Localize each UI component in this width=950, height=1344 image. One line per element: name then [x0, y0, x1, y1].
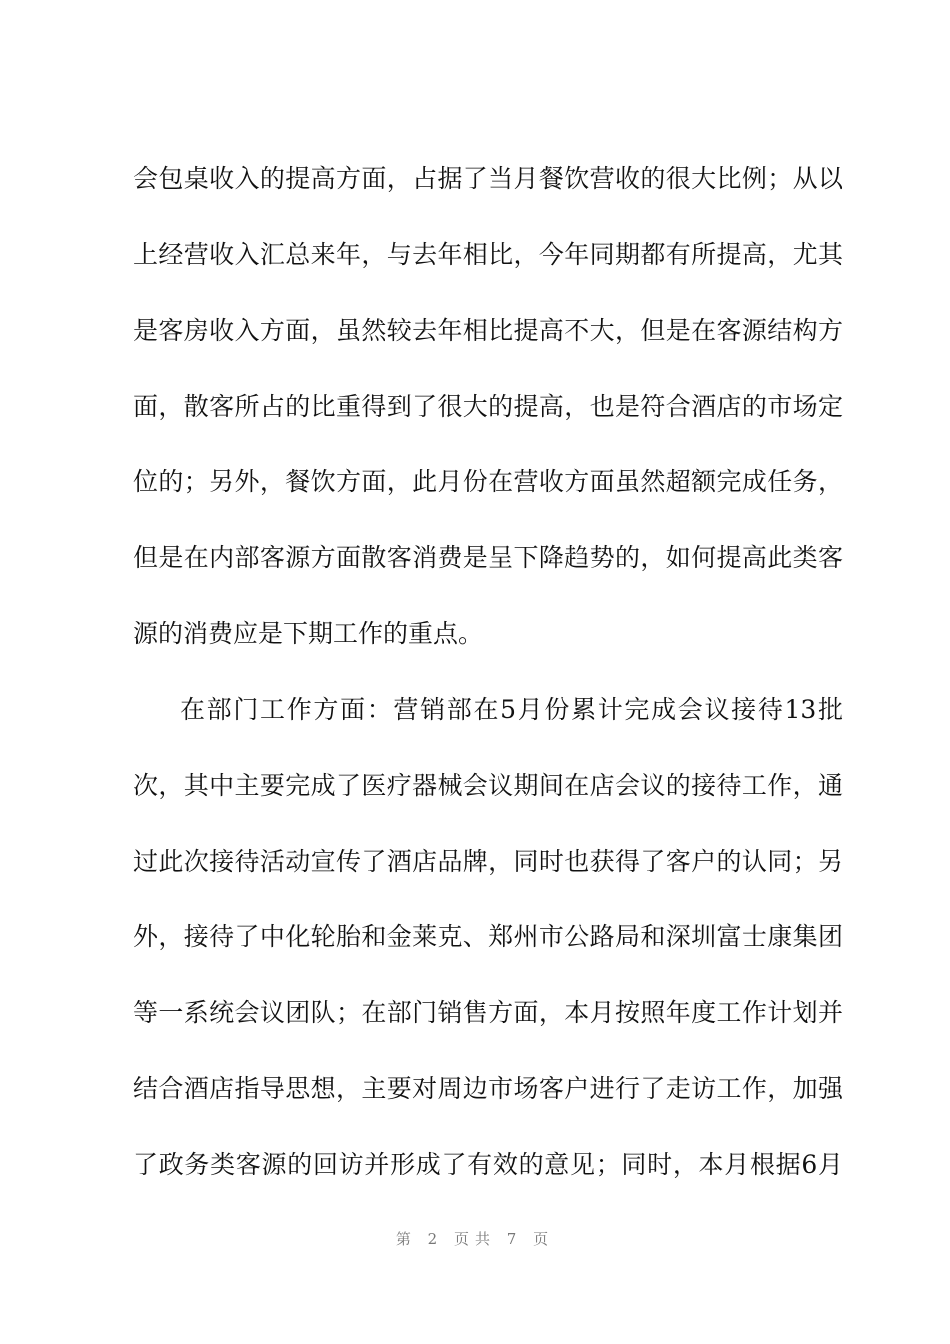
text-line: 过此次接待活动宣传了酒店品牌，同时也获得了客户的认同；另 — [133, 847, 843, 876]
text-line: 位的；另外，餐饮方面，此月份在营收方面虽然超额完成任务， — [133, 467, 843, 496]
text-line: 了政务类客源的回访并形成了有效的意见；同时，本月根据6月 — [133, 1150, 843, 1179]
text-line: 外，接待了中化轮胎和金莱克、郑州市公路局和深圳富士康集团 — [133, 922, 843, 951]
text-line: 面，散客所占的比重得到了很大的提高，也是符合酒店的市场定 — [133, 392, 843, 421]
text-line: 等一系统会议团队；在部门销售方面，本月按照年度工作计划并 — [133, 998, 843, 1027]
text-line: 源的消费应是下期工作的重点。 — [133, 619, 484, 648]
text-line: 但是在内部客源方面散客消费是呈下降趋势的，如何提高此类客 — [133, 543, 843, 572]
text-line: 上经营收入汇总来年，与去年相比，今年同期都有所提高，尤其 — [133, 240, 843, 269]
text-line: 在部门工作方面：营销部在5月份累计完成会议接待13批 — [180, 695, 843, 724]
text-line: 结合酒店指导思想，主要对周边市场客户进行了走访工作，加强 — [133, 1074, 843, 1103]
text-line: 次，其中主要完成了医疗器械会议期间在店会议的接待工作，通 — [133, 771, 843, 800]
text-line: 是客房收入方面，虽然较去年相比提高不大，但是在客源结构方 — [133, 316, 843, 345]
page-footer: 第 2 页共 7 页 — [395, 1230, 555, 1248]
text-line: 会包桌收入的提高方面，占据了当月餐饮营收的很大比例；从以 — [133, 164, 843, 193]
